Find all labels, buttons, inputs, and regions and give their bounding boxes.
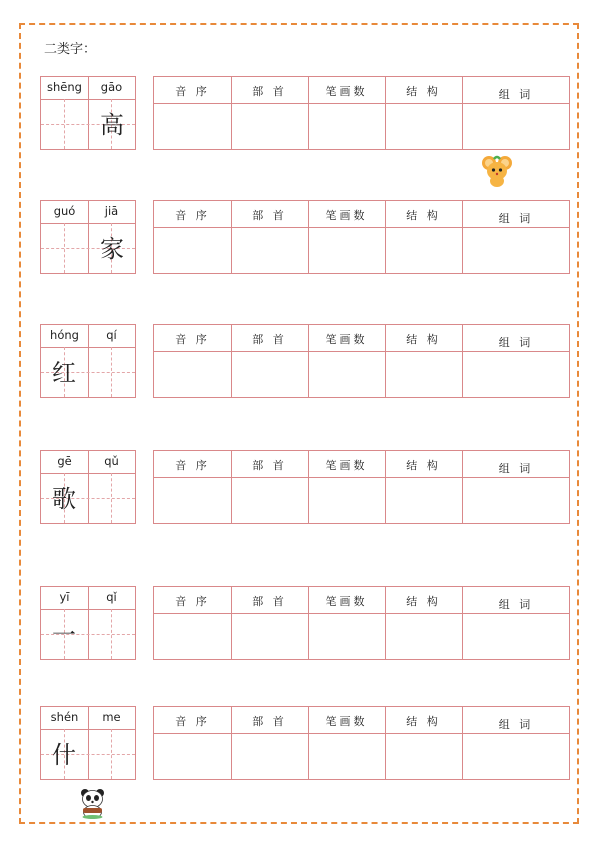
column-header: 组 词	[498, 212, 534, 225]
column-header: 部 首	[252, 333, 287, 346]
column-header: 笔画数	[325, 209, 368, 222]
pinyin-label: hóng	[50, 328, 79, 342]
column-header: 部 首	[252, 595, 287, 608]
answer-cell[interactable]	[462, 478, 568, 523]
answer-cell[interactable]	[231, 478, 307, 523]
pinyin-label: guó	[53, 204, 76, 218]
pinyin-label: gāo	[100, 80, 123, 94]
character-grid	[40, 324, 136, 398]
pinyin-label: shēng	[47, 80, 82, 94]
column-header: 部 首	[252, 85, 287, 98]
column-header: 音 序	[175, 209, 210, 222]
character-row	[40, 324, 570, 400]
pinyin-label: qǐ	[106, 590, 117, 604]
answer-cell[interactable]	[308, 352, 384, 397]
answer-cell[interactable]	[308, 228, 384, 273]
column-header: 音 序	[175, 715, 210, 728]
answer-cell[interactable]	[385, 104, 461, 149]
pinyin-label: me	[102, 710, 121, 724]
column-header: 笔画数	[325, 715, 368, 728]
pinyin-label: shén	[50, 710, 79, 724]
character-row	[40, 200, 570, 276]
answer-cell[interactable]	[462, 352, 568, 397]
pinyin-label: jiā	[104, 204, 119, 218]
answer-cell[interactable]	[154, 104, 230, 149]
column-header: 部 首	[252, 459, 287, 472]
answer-cell[interactable]	[462, 614, 568, 659]
pinyin-label: yī	[59, 590, 70, 604]
section-heading: 二类字：	[44, 42, 97, 57]
character-grid	[40, 200, 136, 274]
column-header: 组 词	[498, 462, 534, 475]
column-header: 结 构	[406, 595, 441, 608]
column-header: 笔画数	[325, 333, 368, 346]
column-header: 部 首	[252, 715, 287, 728]
column-header: 组 词	[498, 718, 534, 731]
answer-cell[interactable]	[385, 228, 461, 273]
answer-cell[interactable]	[231, 614, 307, 659]
pinyin-label: qǔ	[104, 454, 119, 468]
answer-cell[interactable]	[154, 352, 230, 397]
column-header: 笔画数	[325, 595, 368, 608]
column-header: 结 构	[406, 459, 441, 472]
answer-cell[interactable]	[231, 352, 307, 397]
info-table	[153, 450, 570, 524]
info-table	[153, 586, 570, 660]
column-header: 音 序	[175, 85, 210, 98]
column-header: 音 序	[175, 333, 210, 346]
column-header: 组 词	[498, 88, 534, 101]
mouse-sticker-icon	[480, 154, 514, 188]
hanzi-character: 什	[52, 741, 76, 769]
answer-cell[interactable]	[308, 734, 384, 779]
hanzi-character: 家	[100, 235, 124, 263]
answer-cell[interactable]	[231, 104, 307, 149]
info-table	[153, 76, 570, 150]
character-grid	[40, 706, 136, 780]
column-header: 结 构	[406, 209, 441, 222]
pinyin-label: qí	[106, 328, 117, 342]
answer-cell[interactable]	[308, 478, 384, 523]
pinyin-label: gē	[57, 454, 72, 468]
answer-cell[interactable]	[154, 478, 230, 523]
info-table	[153, 200, 570, 274]
answer-cell[interactable]	[308, 614, 384, 659]
answer-cell[interactable]	[462, 734, 568, 779]
column-header: 组 词	[498, 598, 534, 611]
character-grid	[40, 76, 136, 150]
answer-cell[interactable]	[385, 614, 461, 659]
column-header: 组 词	[498, 336, 534, 349]
answer-cell[interactable]	[385, 478, 461, 523]
answer-cell[interactable]	[154, 228, 230, 273]
panda-sticker-icon	[76, 786, 110, 820]
answer-cell[interactable]	[385, 734, 461, 779]
answer-cell[interactable]	[231, 734, 307, 779]
column-header: 结 构	[406, 715, 441, 728]
hanzi-character: 高	[100, 111, 124, 139]
character-grid	[40, 586, 136, 660]
answer-cell[interactable]	[231, 228, 307, 273]
character-row	[40, 706, 570, 782]
character-grid	[40, 450, 136, 524]
info-table	[153, 324, 570, 398]
character-row	[40, 76, 570, 152]
answer-cell[interactable]	[385, 352, 461, 397]
answer-cell[interactable]	[462, 104, 568, 149]
column-header: 笔画数	[325, 85, 368, 98]
column-header: 结 构	[406, 333, 441, 346]
answer-cell[interactable]	[154, 614, 230, 659]
character-row	[40, 586, 570, 662]
hanzi-character: 一	[52, 621, 76, 649]
column-header: 部 首	[252, 209, 287, 222]
answer-cell[interactable]	[154, 734, 230, 779]
hanzi-character: 红	[52, 359, 76, 387]
column-header: 结 构	[406, 85, 441, 98]
column-header: 音 序	[175, 459, 210, 472]
hanzi-character: 歌	[52, 485, 76, 513]
answer-cell[interactable]	[308, 104, 384, 149]
column-header: 音 序	[175, 595, 210, 608]
answer-cell[interactable]	[462, 228, 568, 273]
info-table	[153, 706, 570, 780]
character-row	[40, 450, 570, 526]
column-header: 笔画数	[325, 459, 368, 472]
